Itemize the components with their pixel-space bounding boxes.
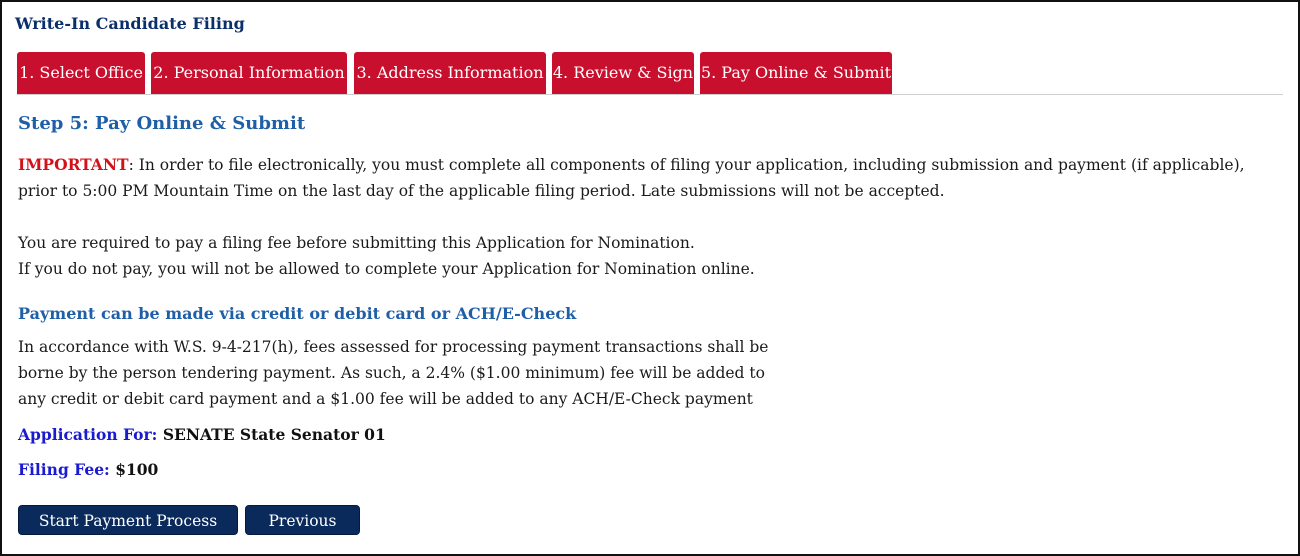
important-label: IMPORTANT (18, 155, 129, 174)
tab-personal-information[interactable]: 2. Personal Information (151, 52, 347, 94)
start-payment-button[interactable]: Start Payment Process (18, 505, 238, 535)
statute-fee-text (18, 334, 768, 412)
tab-pay-online-submit[interactable]: 5. Pay Online & Submit (700, 52, 892, 94)
important-notice (18, 152, 1283, 204)
page-title: Write-In Candidate Filing (15, 14, 245, 33)
statute-line: borne by the person tendering payment. As such, a 2.4% ($1.00 minimum) fee will be added to (18, 364, 765, 382)
filing-fee (18, 460, 158, 479)
application-for-label: Application For: (18, 425, 158, 444)
statute-line: In accordance with W.S. 9-4-217(h), fees assessed for processing payment transactions shall be (18, 338, 769, 356)
fee-note-line: You are required to pay a filing fee before submitting this Application for Nomination. (18, 234, 695, 252)
filing-fee-label: Filing Fee: (18, 460, 110, 479)
step-tabs (17, 52, 1283, 95)
application-for (18, 425, 386, 444)
filing-fee-value: $100 (115, 460, 159, 479)
application-for-value: SENATE State Senator 01 (162, 425, 386, 444)
fee-requirement-note (18, 230, 755, 282)
tab-select-office[interactable]: 1. Select Office (17, 52, 145, 94)
tab-review-sign[interactable]: 4. Review & Sign (552, 52, 694, 94)
tab-address-information[interactable]: 3. Address Information (354, 52, 546, 94)
payment-methods-heading: Payment can be made via credit or debit card or ACH/E-Check (18, 304, 577, 323)
previous-button[interactable]: Previous (245, 505, 360, 535)
important-text: : In order to file electronically, you must complete all components of filing your application, including submission and payment (if applicable), prior to 5:00 PM Mountain Time on the last day of the applicable filing period. Late submissions will not be accepted. (18, 156, 1245, 200)
step-heading: Step 5: Pay Online & Submit (18, 113, 306, 134)
statute-line: any credit or debit card payment and a $1.00 fee will be added to any ACH/E-Check payment (18, 390, 753, 408)
fee-note-line: If you do not pay, you will not be allowed to complete your Application for Nomination online. (18, 260, 755, 278)
